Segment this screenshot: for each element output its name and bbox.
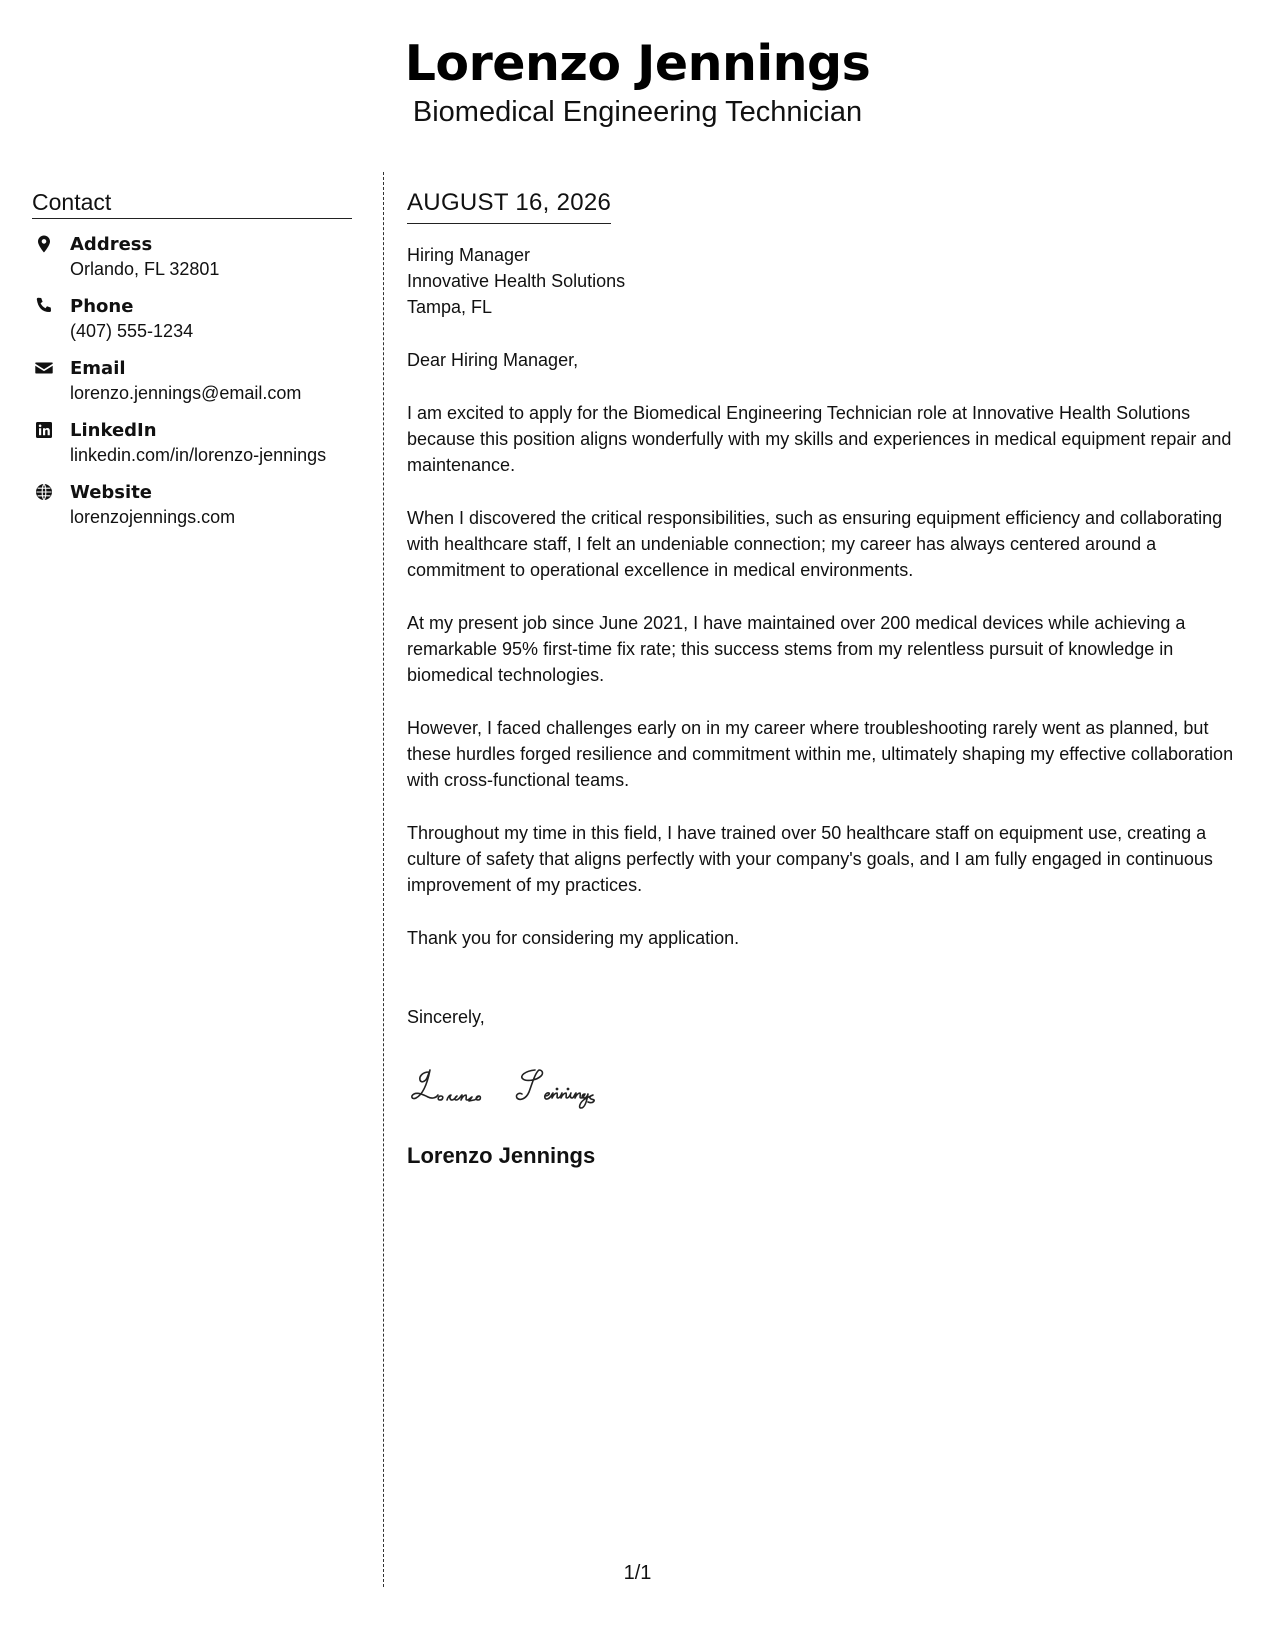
- contact-value: linkedin.com/in/lorenzo-jennings: [70, 445, 327, 465]
- letter-header: [0, 34, 1275, 130]
- contact-value: (407) 555-1234: [70, 321, 194, 341]
- letter-body: [407, 188, 1243, 1170]
- contact-label: Email: [70, 358, 126, 379]
- recipient-company: Innovative Health Solutions: [407, 271, 626, 291]
- contact-item-linkedin: [32, 419, 352, 467]
- body-paragraph: At my present job since June 2021, I have maintained over 200 medical devices while achieving a remarkable 95% first-time fix rate; this success stems from my relentless pursuit of knowledge in biomedical technologies.: [407, 613, 1186, 685]
- contact-label: Website: [70, 482, 153, 503]
- contact-sidebar: [32, 188, 352, 543]
- salutation: Dear Hiring Manager,: [407, 350, 579, 370]
- contact-item-address: [32, 233, 352, 281]
- contact-title: Contact: [32, 188, 352, 219]
- letter-date: AUGUST 16, 2026: [407, 188, 611, 224]
- signed-name: Lorenzo Jennings: [407, 1143, 596, 1168]
- contact-label: Phone: [70, 296, 134, 317]
- closing: Sincerely,: [407, 1007, 485, 1027]
- globe-icon: [34, 482, 54, 502]
- column-divider: [383, 172, 384, 1587]
- body-paragraph: Throughout my time in this field, I have trained over 50 healthcare staff on equipment use, creating a culture of safety that aligns perfectly with your company's goals, and I am fully engaged in continuous improvement of my practices.: [407, 823, 1213, 895]
- contact-label: Address: [70, 234, 153, 255]
- applicant-role: Biomedical Engineering Technician: [412, 96, 863, 128]
- recipient-location: Tampa, FL: [407, 297, 493, 317]
- contact-label: LinkedIn: [70, 420, 157, 441]
- contact-item-website: [32, 481, 352, 529]
- page-number: 1/1: [623, 1562, 652, 1584]
- body-paragraph: However, I faced challenges early on in my career where troubleshooting rarely went as planned, but these hurdles forged resilience and commitment within me, ultimately shaping my effective collaboration with cross-functional teams.: [407, 718, 1234, 790]
- envelope-icon: [34, 358, 54, 378]
- contact-value: lorenzo.jennings@email.com: [70, 383, 302, 403]
- recipient-block: [407, 242, 1243, 320]
- contact-value: lorenzojennings.com: [70, 507, 236, 527]
- contact-item-email: [32, 357, 352, 405]
- handwritten-signature: [407, 1058, 1243, 1118]
- phone-icon: [34, 296, 54, 316]
- map-pin-icon: [34, 234, 54, 254]
- linkedin-icon: [34, 420, 54, 440]
- body-paragraph: Thank you for considering my application.: [407, 928, 740, 948]
- contact-value: Orlando, FL 32801: [70, 259, 220, 279]
- applicant-name: Lorenzo Jennings: [404, 35, 871, 92]
- body-paragraph: When I discovered the critical responsibilities, such as ensuring equipment efficiency and collaborating with healthcare staff, I felt an undeniable connection; my career has always centered around a commitment to operational excellence in medical environments.: [407, 508, 1223, 580]
- body-paragraph: I am excited to apply for the Biomedical Engineering Technician role at Innovative Health Solutions because this position aligns wonderfully with my skills and experiences in medical equipment repair and maintenance.: [407, 403, 1232, 475]
- recipient-title: Hiring Manager: [407, 245, 531, 265]
- contact-item-phone: [32, 295, 352, 343]
